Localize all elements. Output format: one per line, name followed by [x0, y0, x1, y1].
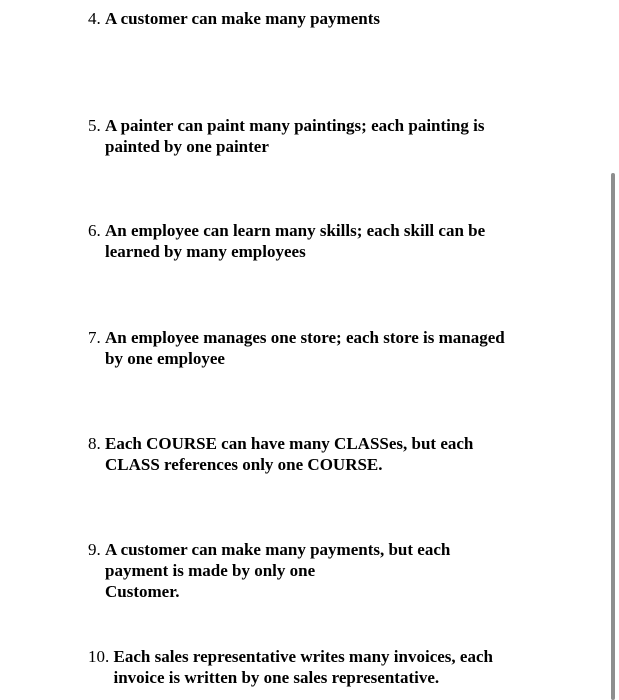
question-5 — [88, 115, 548, 157]
question-text — [105, 433, 548, 475]
question-number: 5. — [88, 116, 105, 135]
question-text — [114, 646, 549, 688]
question-4 — [88, 8, 548, 29]
question-text — [105, 8, 548, 29]
question-10 — [88, 646, 548, 688]
question-line: CLASS references only one COURSE. — [105, 455, 383, 474]
question-9 — [88, 539, 548, 602]
question-number: 7. — [88, 328, 105, 347]
question-line: A customer can make many payments — [105, 9, 380, 28]
question-line: Each sales representative writes many invoices, each — [113, 647, 493, 666]
question-line: A customer can make many payments, but each — [105, 540, 451, 559]
question-line: painted by one painter — [105, 137, 269, 156]
question-number: 8. — [88, 434, 105, 453]
question-line: An employee can learn many skills; each skill can be — [105, 221, 486, 240]
question-number: 10. — [88, 647, 114, 666]
question-number: 9. — [88, 540, 105, 559]
question-8 — [88, 433, 548, 475]
question-line: payment is made by only one — [105, 561, 316, 580]
question-number: 6. — [88, 221, 105, 240]
question-number: 4. — [88, 9, 105, 28]
question-7 — [88, 327, 548, 369]
question-line: Each COURSE can have many CLASSes, but each — [105, 434, 474, 453]
question-line: learned by many employees — [105, 242, 306, 261]
question-line: An employee manages one store; each store is managed — [105, 328, 505, 347]
question-line: invoice is written by one sales representative. — [113, 668, 440, 687]
question-text — [105, 220, 548, 262]
question-text — [105, 115, 548, 157]
question-line: Customer. — [105, 582, 180, 601]
question-text — [105, 327, 548, 369]
vertical-scrollbar[interactable] — [611, 173, 615, 700]
question-line: A painter can paint many paintings; each painting is — [105, 116, 485, 135]
question-6 — [88, 220, 548, 262]
question-line: by one employee — [105, 349, 225, 368]
question-text — [105, 539, 548, 602]
